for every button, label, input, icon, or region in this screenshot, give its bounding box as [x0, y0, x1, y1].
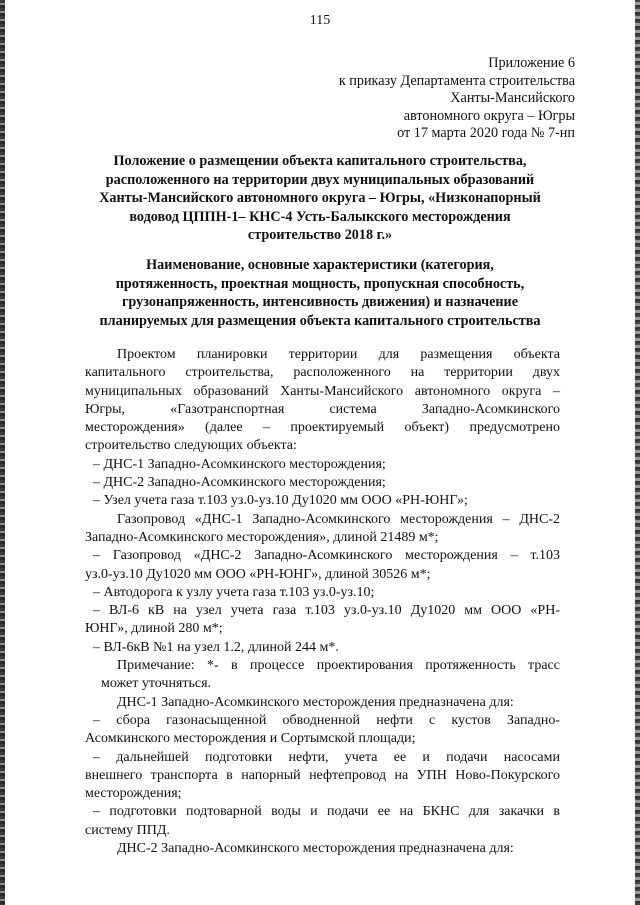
list-item: – ДНС-1 Западно-Асомкинского месторождения;	[93, 456, 386, 472]
intro-line: Югры, «Газотранспортная система Западно-Асомкинского	[85, 401, 560, 417]
gas-pipeline-1: Газопровод «ДНС-1 Западно-Асомкинского месторождения – ДНС-2	[117, 511, 560, 527]
subtitle-line: грузонапряженность, интенсивность движения) и назначение	[121, 294, 519, 310]
intro-line: Проектом планировки территории для размещения объекта	[117, 347, 560, 362]
page-number: 115	[309, 13, 331, 28]
purpose-item: – сбора газонасыщенной обводненной нефти с кустов Западно-	[93, 712, 560, 728]
title-line: водовод ЦППН-1– КНС-4 Усть-Балыкского месторождения	[129, 208, 511, 225]
note-line: Примечание: *- в процессе проектирования протяженность трасс	[117, 658, 560, 674]
subtitle-line: протяженность, проектная мощность, пропускная способность,	[115, 275, 525, 292]
body-text	[85, 346, 560, 858]
dns2-purpose: ДНС-2 Западно-Асомкинского месторождения предназначена для:	[117, 841, 514, 857]
scan-left-edge	[0, 0, 5, 905]
note-line: может уточняться.	[101, 676, 212, 692]
list-item: – Узел учета газа т.103 уз.0-уз.10 Ду1020 мм ООО «РН-ЮНГ»;	[93, 493, 468, 509]
power-line-item: ЮНГ», длиной 280 м*;	[85, 621, 223, 637]
list-item: – ДНС-2 Западно-Асомкинского месторождения;	[93, 475, 386, 491]
intro-line: муниципальных образований Ханты-Мансийского автономного округа –	[85, 383, 560, 399]
gas-pipeline-1: Западно-Асомкинского месторождения», длиной 21489 м*;	[85, 529, 439, 545]
appendix-line: Приложение 6	[488, 55, 575, 71]
intro-line: месторождения» (далее – проектируемый объект) предусмотрено	[85, 420, 560, 436]
appendix-line: от 17 марта 2020 года № 7-нп	[397, 125, 575, 141]
subtitle-line: планируемых для размещения объекта капитального строительства	[99, 312, 541, 329]
subtitle-line: Наименование, основные характеристики (категория,	[146, 257, 494, 273]
purpose-item: – подготовки подтоварной воды и подачи ее на БКНС для закачки в	[93, 804, 560, 820]
gas-pipeline-2: уз.0-уз.10 Ду1020 мм ООО «РН-ЮНГ», длиной 30526 м*;	[85, 566, 431, 582]
title-line: расположенного на территории двух муниципальных образований	[105, 171, 535, 188]
intro-line: капитального строительства, расположенного на территории двух	[85, 365, 560, 381]
power-line-item-2: – ВЛ-6кВ №1 на узел 1.2, длиной 244 м*.	[93, 639, 339, 655]
purpose-item: систему ППД.	[85, 822, 170, 838]
title-line: строительство 2018 г.»	[247, 227, 393, 243]
document-title	[60, 152, 580, 245]
appendix-block	[339, 55, 575, 143]
appendix-line: к приказу Департамента строительства	[338, 72, 575, 89]
purpose-item: – дальнейшей подготовки нефти, учета ее и подачи насосами	[93, 749, 560, 765]
purpose-item: Асомкинского месторождения и Сортымской площади;	[85, 731, 416, 747]
title-line: Положение о размещении объекта капитального строительства,	[113, 153, 527, 169]
purpose-item: месторождения;	[85, 786, 182, 802]
purpose-item: внешнего транспорта в напорный нефтепровод на УПН Ново-Покурского	[85, 767, 560, 783]
appendix-line: Ханты-Мансийского	[450, 90, 575, 106]
title-line: Ханты-Мансийского автономного округа – Югры, «Низконапорный	[99, 190, 541, 206]
intro-line: строительство следующих объекта:	[85, 438, 297, 454]
power-line-item: – ВЛ-6 кВ на узел учета газа т.103 уз.0-уз.10 Ду1020 мм ООО «РН-	[93, 603, 560, 619]
dns1-purpose: ДНС-1 Западно-Асомкинского месторождения предназначена для:	[117, 694, 514, 710]
road-item: – Автодорога к узлу учета газа т.103 уз.0-уз.10;	[93, 584, 375, 600]
gas-pipeline-2: – Газопровод «ДНС-2 Западно-Асомкинского месторождения – т.103	[93, 548, 560, 564]
section-heading	[60, 256, 580, 330]
scan-right-edge	[635, 0, 640, 905]
appendix-line: автономного округа – Югры	[403, 107, 575, 124]
